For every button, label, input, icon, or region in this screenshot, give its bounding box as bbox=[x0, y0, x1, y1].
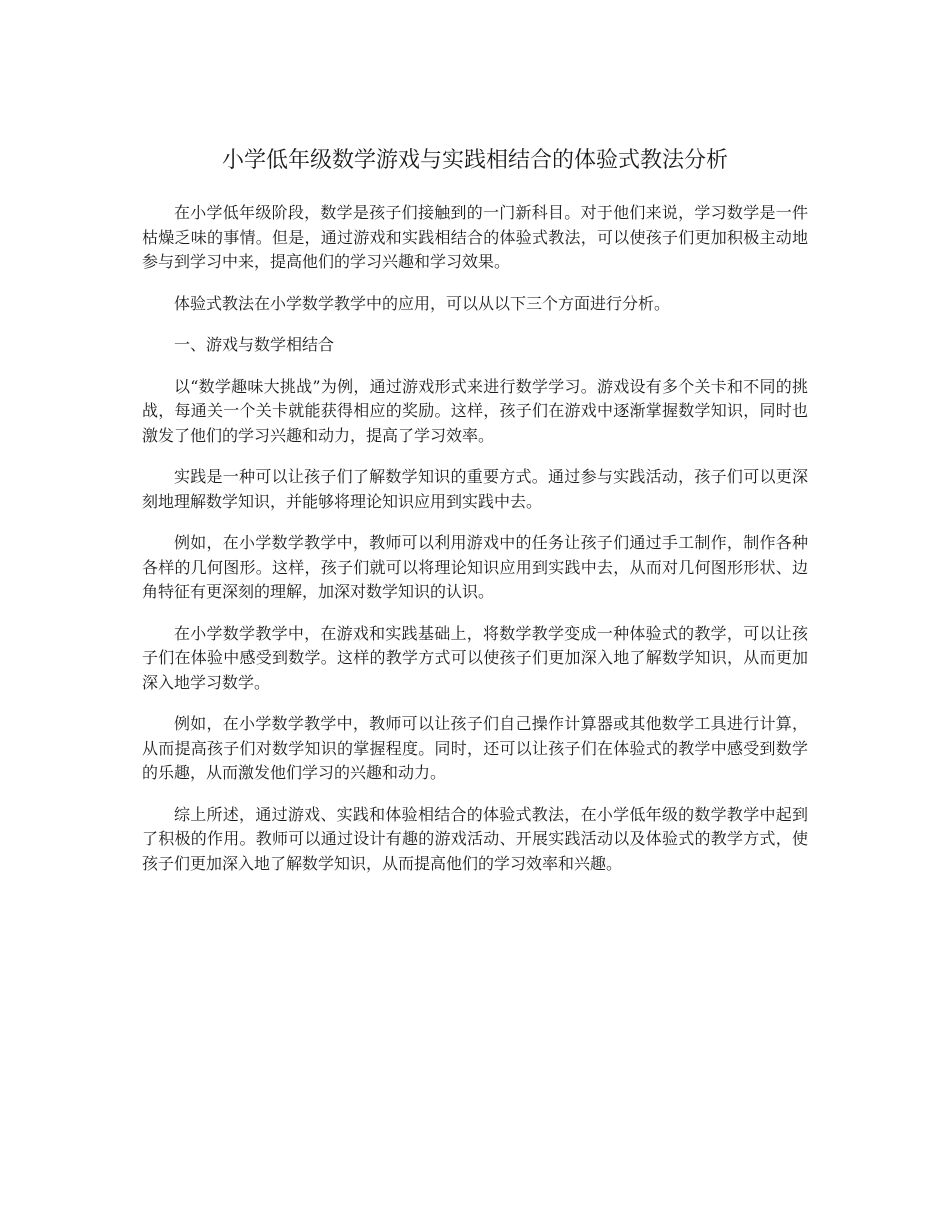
section-heading: 一、游戏与数学相结合 bbox=[174, 335, 335, 354]
document-title: 小学低年级数学游戏与实践相结合的体验式教法分析 bbox=[221, 148, 728, 173]
paragraph-intro: 在小学低年级阶段，数学是孩子们接触到的一门新科目。对于他们来说，学习数学是一件枯燥乏味的事情。但是，通过游戏和实践相结合的体验式教法，可以使孩子们更加积极主动地参与到学习中来，提高他们的学习兴趣和学习效果。 bbox=[142, 203, 808, 271]
paragraph-tools-example: 例如，在小学数学教学中，教师可以让孩子们自己操作计算器或其他数学工具进行计算，从而提高孩子们对数学知识的掌握程度。同时，还可以让孩子们在体验式的教学中感受到数学的乐趣，从而激发他们学习的兴趣和动力。 bbox=[142, 714, 808, 782]
paragraph-conclusion: 综上所述，通过游戏、实践和体验相结合的体验式教法，在小学低年级的数学教学中起到了积极的作用。教师可以通过设计有趣的游戏活动、开展实践活动以及体验式的教学方式，使孩子们更加深入地了解数学知识，从而提高他们的学习效率和兴趣。 bbox=[142, 804, 808, 873]
paragraph-experiential: 在小学数学教学中，在游戏和实践基础上，将数学教学变成一种体验式的教学，可以让孩子们在体验中感受到数学。这样的教学方式可以使孩子们更加深入地了解数学知识，从而更加深入地学习数学。 bbox=[142, 623, 808, 692]
paragraph-game-example: 以“数学趣味大挑战”为例，通过游戏形式来进行数学学习。游戏设有多个关卡和不同的挑战，每通关一个关卡就能获得相应的奖励。这样，孩子们在游戏中逐渐掌握数学知识，同时也激发了他们的学习兴趣和动力，提高了学习效率。 bbox=[142, 376, 808, 445]
paragraph-practice: 实践是一种可以让孩子们了解数学知识的重要方式。通过参与实践活动，孩子们可以更深刻地理解数学知识，并能够将理论知识应用到实践中去。 bbox=[142, 467, 808, 511]
paragraph-overview: 体验式教法在小学数学教学中的应用，可以从以下三个方面进行分析。 bbox=[174, 293, 671, 313]
paragraph-handcraft-example: 例如，在小学数学教学中，教师可以利用游戏中的任务让孩子们通过手工制作，制作各种各样的几何图形。这样，孩子们就可以将理论知识应用到实践中去，从而对几何图形形状、边角特征有更深刻的理解，加深对数学知识的认识。 bbox=[142, 533, 808, 601]
document-body bbox=[142, 201, 808, 893]
